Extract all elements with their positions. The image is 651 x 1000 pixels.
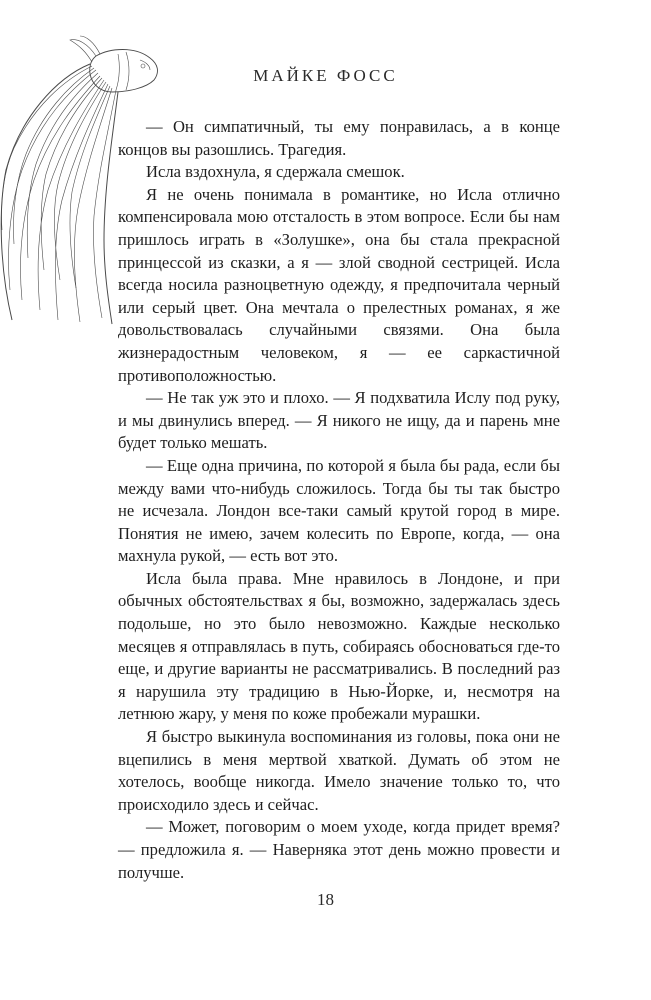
paragraph: Исла вздохнула, я сдержала смешок. xyxy=(146,162,405,182)
paragraph: — Может, поговорим о моем уходе, когда придет время? — предложила я. — Наверняка этот день можно провести и получше. xyxy=(118,817,560,882)
paragraph: Я не очень понимала в романтике, но Исла отлично компенсировала мою отсталость в этом вопросе. Если бы нам пришлось играть в «Золушке», она бы стала прекрасной принцессой из сказки, а я — злой сводной сестрицей. Исла всегда носила разноцветную одежду, я предпочитала черный или серый цвет. Она мечтала о прелестных романах, я же довольствовалась случайными связями. Она была жизнерадостным человеком, я — ее саркастичной противоположностью. xyxy=(118,184,560,385)
paragraph: — Не так уж это и плохо. — Я подхватила Ислу под руку, и мы двинулись вперед. — Я никого не ищу, да и парень мне будет только мешать. xyxy=(118,388,560,453)
paragraph: Я быстро выкинула воспоминания из головы, пока они не вцепились в меня мертвой хваткой. Думать об этом не хотелось, вообще никогда. Имело значение только то, что происходило здесь и сейчас. xyxy=(118,727,560,814)
paragraph: Исла была права. Мне нравилось в Лондоне, и при обычных обстоятельствах я бы, возможно, задержалась здесь подольше, но это было невозможно. Каждые несколько месяцев я отправлялась в путь, собираясь обосноваться где-то еще, и другие варианты не рассматривались. В последний раз я нарушила эту традицию в Нью-Йорке, и, несмотря на летнюю жару, у меня по коже пробежали мурашки. xyxy=(118,568,560,724)
paragraph: — Он симпатичный, ты ему понравилась, а в конце концов вы разошлись. Трагедия. xyxy=(118,117,560,159)
running-head: МАЙКЕ ФОСС xyxy=(253,66,398,85)
page-number: 18 xyxy=(317,890,334,909)
body-text xyxy=(118,116,560,884)
paragraph: — Еще одна причина, по которой я была бы рада, если бы между вами что-нибудь сложилось. Тогда бы ты так быстро не исчезала. Лондон все-таки самый крутой город в мире. Понятия не имею, зачем колесить по Европе, когда, — она махнула рукой, — есть вот это. xyxy=(118,455,560,566)
